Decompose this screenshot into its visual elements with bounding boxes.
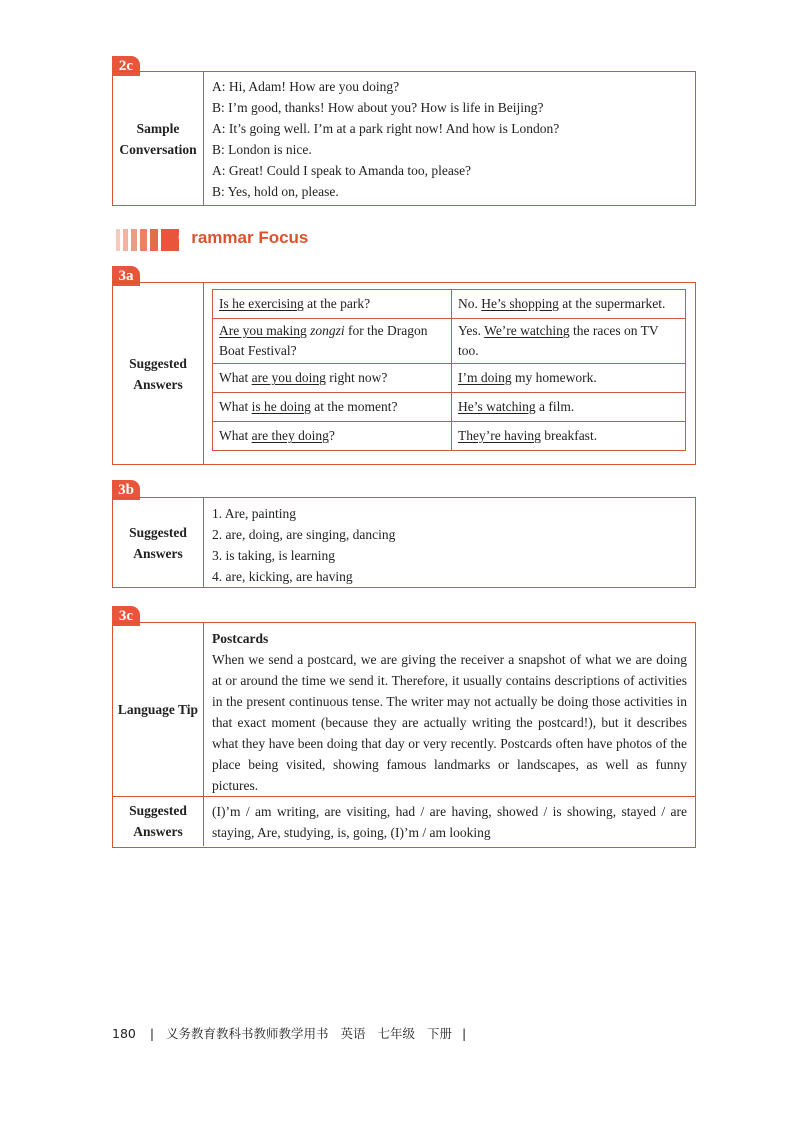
suggested-answers-3b-box [112,497,696,588]
label-line: Conversation [119,141,197,157]
conversation-line: B: I’m good, thanks! How about you? How is life in Beijing? [212,100,544,115]
language-tip-content [212,628,687,796]
subject: 英语 [340,1026,366,1041]
question-cell: What is he doing at the moment? [213,393,452,422]
answer-cell: He’s watching a film. [452,393,686,422]
language-tip-label: Language Tip [113,623,204,796]
label-line: Suggested [129,355,187,371]
answer-cell: No. He’s shopping at the supermarket. [452,290,686,319]
grade: 七年级 [377,1026,416,1041]
answer-line: 1. Are, painting [212,506,296,521]
answer-cell: Yes. We’re watching the races on TV too. [452,319,686,364]
section-tab-2c: 2c [112,56,140,76]
question-cell: What are you doing right now? [213,364,452,393]
grammar-focus-title [178,228,308,248]
conversation-line: A: Hi, Adam! How are you doing? [212,79,400,94]
suggested-answers-label [113,498,204,587]
conversation-line: A: Great! Could I speak to Amanda too, please? [212,163,472,178]
suggested-answers-label [113,796,204,846]
conversation-line: B: Yes, hold on, please. [212,184,339,199]
answer-lines [212,503,687,587]
suggested-answers-3a-box [112,282,696,465]
tip-text: When we send a postcard, we are giving the receiver a snapshot of what we are doing at or around the time we send it. Therefore, it usually contains descriptions of activities in the present continuous tense. The writer may not actually be doing those activities in that exact moment (because they are actually writing the postcard!), but it describes what they have been doing that day or very recently. Postcards often have photos of the place being visited, showing famous landmarks or landscapes, as well as funny pictures. [212,652,687,793]
answer-line: 3. is taking, is learning [212,548,335,563]
book-title: 义务教育教科书教师教学用书 [166,1026,329,1041]
answer-cell: They’re having breakfast. [452,422,686,451]
label-line: Sample [136,120,180,136]
answer-cell: I’m doing my homework. [452,364,686,393]
section-tab-3c: 3c [112,606,140,626]
grammar-focus-initial: G [178,228,192,247]
grammar-focus-rest: rammar Focus [191,228,309,247]
question-cell: Are you making zongzi for the Dragon Boat Festival? [213,319,452,364]
suggested-answers-3c-row [113,796,695,846]
volume: 下册 [427,1026,453,1041]
grammar-answer-table [212,289,686,451]
conversation-line: A: It’s going well. I’m at a park right now! And how is London? [212,121,560,136]
section-tab-3a: 3a [112,266,140,286]
label-line: Answers [133,376,183,392]
answer-line: 4. are, kicking, are having [212,569,353,584]
label-line: Answers [133,824,183,839]
tip-title: Postcards [212,631,269,646]
page-number: 180 [112,1026,136,1041]
conversation-lines [212,76,687,202]
suggested-answers-label [113,283,204,464]
conversation-line: B: London is nice. [212,142,312,157]
page-footer: 180 | 义务教育教科书教师教学用书 英语 七年级 下册 | [112,1026,467,1041]
label-line: Suggested [129,803,187,818]
table-row [213,290,686,319]
question-cell: Is he exercising at the park? [213,290,452,319]
sample-conversation-box [112,71,696,206]
label-line: Suggested [129,524,187,540]
table-row [213,393,686,422]
table-row [213,364,686,393]
section-tab-3b: 3b [112,480,140,500]
suggested-answers-text: (I)’m / am writing, are visiting, had / are having, showed / is showing, stayed / are staying, Are, studying, is, going, (I)’m / am looking [212,804,687,840]
answer-line: 2. are, doing, are singing, dancing [212,527,396,542]
table-row [213,422,686,451]
sample-conversation-label [113,72,204,205]
question-cell: What are they doing? [213,422,452,451]
section-3c-box [112,622,696,848]
label-line: Answers [133,545,183,561]
table-row [213,319,686,364]
language-tip-row [113,623,695,797]
